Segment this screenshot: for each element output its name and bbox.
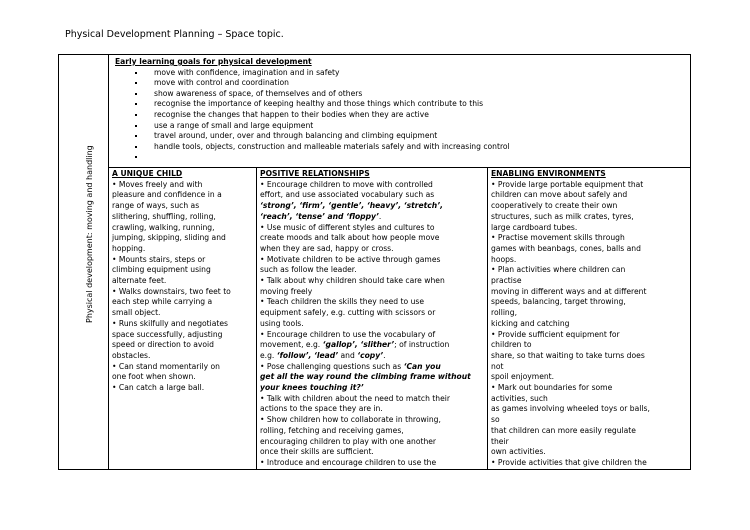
goal-item (146, 152, 684, 163)
pr-lines-a-line: create moods and talk about how people move (260, 233, 440, 243)
pr-line (260, 362, 484, 373)
uc-lines-line: crawling, walking, running, (112, 222, 215, 232)
goal-item: ▪ recognise the importance of keeping healthy and those things which contribute to this (146, 99, 684, 110)
ee-lines-line: • Provide activities that give children the (491, 457, 647, 467)
pr-lines-a-line: when they are sad, happy or cross. (260, 243, 394, 253)
pr-lines-a-line: • Talk about why children should take care when (260, 276, 445, 286)
pose-pre: • Pose challenging questions such as (260, 361, 404, 371)
positive-relationships-column (257, 168, 488, 470)
positive-relationships-heading: POSITIVE RELATIONSHIPS (260, 169, 370, 178)
pose-question: ‘Can you (403, 361, 441, 371)
ee-lines-line: speeds, balancing, target throwing, (491, 297, 626, 307)
uc-lines-line: speed or direction to avoid (112, 340, 214, 350)
goal-item: ▪ use a range of small and large equipment (146, 121, 684, 132)
uc-lines-line: small object. (112, 308, 161, 318)
side-label: Physical development: moving and handling (85, 145, 94, 323)
pose-question: get all the way round the climbing frame without (260, 372, 471, 382)
pr-line (260, 383, 484, 394)
uc-lines-line: climbing equipment using (112, 265, 211, 275)
uc-lines-line: each step while carrying a (112, 297, 213, 307)
ee-lines-line: hoops. (491, 254, 517, 264)
movement-terms: ‘gallop’, ‘slither’ (322, 340, 395, 350)
pr-lines-b-line: • Talk with children about the need to match their (260, 393, 451, 403)
goal-item: ▪ travel around, under, over and through balancing and climbing equipment (146, 131, 684, 142)
uc-lines-line: jumping, skipping, sliding and (112, 233, 226, 243)
goal-item: ▪ show awareness of space, of themselves and of others (146, 89, 684, 100)
uc-lines-line: • Can stand momentarily on (112, 361, 220, 371)
movement-pre: movement, e.g. (260, 340, 323, 350)
pr-text-b (260, 394, 484, 469)
ee-lines-line: their (491, 436, 509, 446)
pr-lines-a-line: • Motivate children to be active through games (260, 254, 441, 264)
ee-lines-line: • Provide large portable equipment that (491, 179, 644, 189)
vocab-terms: ‘strong’, ‘firm’, ‘gentle’, ‘heavy’, ‘stretch’, (260, 201, 443, 211)
enabling-environments-heading: ENABLING ENVIRONMENTS (491, 169, 606, 178)
uc-lines-line: slithering, shuffling, rolling, (112, 211, 216, 221)
pr-line: • Encourage children to move with controlled (260, 179, 433, 189)
uc-lines-line: • Walks downstairs, two feet to (112, 286, 231, 296)
ee-lines-line: • Mark out boundaries for some (491, 383, 613, 393)
uc-lines-line: • Can catch a large ball. (112, 383, 205, 393)
pr-lines-a-line: using tools. (260, 318, 304, 328)
ee-lines-line: spoil enjoyment. (491, 372, 555, 382)
eg-and: and (338, 350, 358, 360)
pr-lines-a-line: • Use music of different styles and cultures to (260, 222, 435, 232)
ee-lines-line: • Provide sufficient equipment for (491, 329, 620, 339)
ee-lines-line: • Plan activities where children can (491, 265, 626, 275)
ee-lines-line: games with beanbags, cones, balls and (491, 243, 641, 253)
goals-list (115, 68, 684, 163)
enabling-environments-column (488, 168, 691, 470)
ee-lines-line: children can move about safely and (491, 190, 628, 200)
pr-lines-a-line: equipment safely, e.g. cutting with scissors or (260, 308, 436, 318)
uc-lines-line: • Moves freely and with (112, 179, 203, 189)
vocab-end: . (378, 211, 382, 221)
eg-end: . (383, 350, 386, 360)
ee-lines-line: moving in different ways and at different (491, 286, 647, 296)
ee-lines-line: rolling, (491, 308, 517, 318)
ee-lines-line: that children can more easily regulate (491, 425, 636, 435)
pr-lines-a-line: • Encourage children to use the vocabulary of (260, 329, 436, 339)
pr-lines-b-line: encouraging children to play with one another (260, 436, 437, 446)
vocab-terms: ‘reach’, ‘tense’ and ‘floppy’ (260, 211, 379, 221)
goal-item: ▪ handle tools, objects, construction and malleable materials safely and with increasing control (146, 142, 684, 153)
pr-lines-b-line: actions to the space they are in. (260, 404, 383, 414)
ee-lines-line: cooperatively to create their own (491, 201, 618, 211)
ee-lines-line: children to (491, 340, 532, 350)
movement-post: ; of instruction (394, 340, 450, 350)
enabling-environments-text (491, 180, 687, 469)
pr-lines-b-line: once their skills are sufficient. (260, 447, 374, 457)
pr-vocab-line (260, 212, 484, 223)
pose-question: your knees touching it?’ (260, 383, 364, 393)
goals-cell (109, 55, 691, 168)
pr-vocab-line (260, 201, 484, 212)
ee-lines-line: • Practise movement skills through (491, 233, 625, 243)
pr-line (260, 351, 484, 362)
ee-lines-line: own activities. (491, 447, 546, 457)
ee-lines-line: so (491, 415, 500, 425)
unique-child-heading: A UNIQUE CHILD (112, 169, 183, 178)
uc-lines-line: • Mounts stairs, steps or (112, 254, 206, 264)
pr-lines-a-line: moving freely (260, 286, 313, 296)
pr-line (260, 372, 484, 383)
unique-child-column (109, 168, 257, 470)
uc-lines-line: range of ways, such as (112, 201, 200, 211)
uc-lines-line: obstacles. (112, 350, 151, 360)
pr-line: effort, and use associated vocabulary such as (260, 190, 435, 200)
instruction-terms: ‘follow’, ‘lead’ (276, 350, 339, 360)
ee-lines-line: share, so that waiting to take turns does (491, 350, 645, 360)
uc-lines-line: • Runs skilfully and negotiates (112, 318, 229, 328)
uc-lines-line: one foot when shown. (112, 372, 196, 382)
ee-lines-line: activities, such (491, 393, 548, 403)
pr-line (260, 340, 484, 351)
planning-table (58, 54, 691, 470)
uc-lines-line: space successfully, adjusting (112, 329, 223, 339)
pr-lines-a-line: such as follow the leader. (260, 265, 357, 275)
instruction-copy: ‘copy’ (357, 350, 384, 360)
eg-pre: e.g. (260, 350, 277, 360)
side-label-cell (59, 55, 109, 470)
uc-lines-line: alternate feet. (112, 276, 167, 286)
pr-lines-a-line: • Teach children the skills they need to use (260, 297, 425, 307)
goals-heading: Early learning goals for physical development (115, 57, 312, 66)
uc-lines-line: pleasure and confidence in a (112, 190, 222, 200)
goal-item: ▪ move with confidence, imagination and in safety (146, 68, 684, 79)
pr-lines-b-line: • Show children how to collaborate in throwing, (260, 415, 441, 425)
pr-lines-b-line: • Introduce and encourage children to use the (260, 457, 437, 467)
goal-item: ▪ recognise the changes that happen to their bodies when they are active (146, 110, 684, 121)
ee-lines-line: large cardboard tubes. (491, 222, 578, 232)
pr-text-a (260, 223, 484, 341)
ee-lines-line: practise (491, 276, 522, 286)
unique-child-text (112, 180, 253, 394)
ee-lines-line: not (491, 361, 504, 371)
goal-item: ▪ move with control and coordination (146, 78, 684, 89)
uc-lines-line: hopping. (112, 243, 146, 253)
ee-lines-line: as games involving wheeled toys or balls, (491, 404, 650, 414)
ee-lines-line: structures, such as milk crates, tyres, (491, 211, 634, 221)
ee-lines-line: kicking and catching (491, 318, 570, 328)
pr-lines-b-line: rolling, fetching and receiving games, (260, 425, 404, 435)
document-title: Physical Development Planning – Space topic. (65, 29, 284, 40)
